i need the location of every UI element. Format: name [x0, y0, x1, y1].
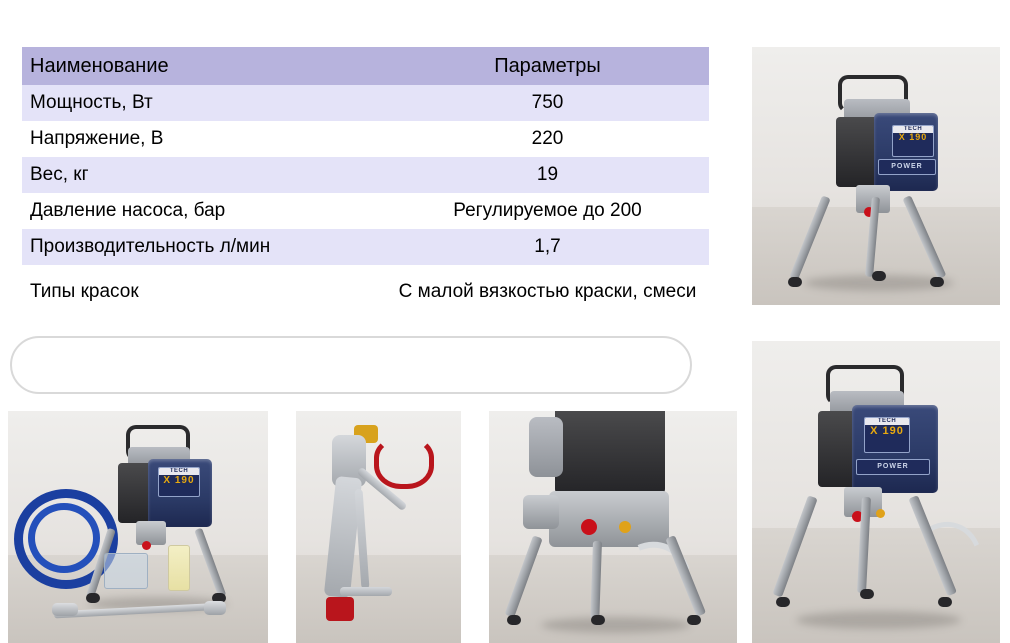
table-cell-name: Производительность л/мин	[22, 229, 386, 265]
sprayer-foot	[687, 615, 701, 625]
sprayer-foot	[938, 597, 952, 607]
gun-inlet-cap	[326, 597, 354, 621]
paint-hose-coil-inner	[28, 503, 100, 573]
sprayer-red-knob	[142, 541, 151, 550]
sprayer-red-knob	[581, 519, 597, 535]
sprayer-foot	[776, 597, 790, 607]
wand-handle	[52, 603, 78, 616]
callout-box[interactable]	[10, 336, 692, 394]
sprayer-foot	[860, 589, 874, 599]
table-cell-name: Напряжение, В	[22, 121, 386, 157]
table-row	[22, 85, 709, 121]
table-cell-value: С малой вязкостью краски, смеси	[386, 265, 709, 319]
table-cell-value: 1,7	[386, 229, 709, 265]
table-row	[22, 193, 709, 229]
brand-label	[892, 125, 934, 157]
sprayer-yellow-knob	[876, 509, 885, 518]
product-photo-pump-closeup	[489, 411, 737, 643]
gun-tip-guard	[374, 437, 434, 489]
product-photo-spray-gun	[296, 411, 461, 643]
sprayer-foot	[872, 271, 886, 281]
brand-name-label: X 190	[898, 131, 928, 142]
sprayer-motor	[555, 411, 665, 495]
brand-power-label: POWER	[878, 159, 936, 175]
product-photo-sprayer-right-top	[752, 47, 1000, 305]
table-cell-value: 19	[386, 157, 709, 193]
table-header-value: Параметры	[386, 47, 709, 85]
table-cell-name: Типы красок	[22, 265, 386, 319]
gun-guard-bottom	[340, 587, 392, 596]
brand-name-label: X 190	[163, 474, 195, 486]
specs-table	[22, 47, 709, 319]
sprayer-foot	[591, 615, 605, 625]
photo-floor	[296, 555, 461, 643]
table-row	[22, 121, 709, 157]
accessory-filter-box	[104, 553, 148, 589]
brand-sub-label: TECH	[893, 126, 933, 133]
sprayer-side-cover	[529, 417, 563, 477]
sprayer-foot	[788, 277, 802, 287]
brand-label	[864, 417, 910, 453]
table-cell-name: Вес, кг	[22, 157, 386, 193]
brand-label	[158, 467, 200, 497]
oil-bottle	[168, 545, 190, 591]
table-row	[22, 265, 709, 319]
pump-valve	[523, 495, 559, 529]
product-photo-kit	[8, 411, 268, 643]
brand-name-label: X 190	[870, 424, 904, 437]
sprayer-foot	[930, 277, 944, 287]
table-row	[22, 157, 709, 193]
sprayer-foot	[507, 615, 521, 625]
sprayer-pump-block	[136, 521, 166, 545]
wand-tip	[204, 601, 226, 615]
brand-sub-label: TECH	[865, 418, 909, 425]
table-cell-value: Регулируемое до 200	[386, 193, 709, 229]
table-row	[22, 229, 709, 265]
table-cell-value: 220	[386, 121, 709, 157]
brand-power-label: POWER	[856, 459, 930, 475]
table-header-name: Наименование	[22, 47, 386, 85]
table-cell-name: Давление насоса, бар	[22, 193, 386, 229]
table-header-row	[22, 47, 709, 85]
product-photo-sprayer-right-bottom	[752, 341, 1000, 643]
table-cell-name: Мощность, Вт	[22, 85, 386, 121]
sprayer-yellow-knob	[619, 521, 631, 533]
brand-sub-label: TECH	[159, 468, 199, 475]
sprayer-pump-block	[549, 491, 669, 547]
table-cell-value: 750	[386, 85, 709, 121]
sprayer-foot	[86, 593, 100, 603]
